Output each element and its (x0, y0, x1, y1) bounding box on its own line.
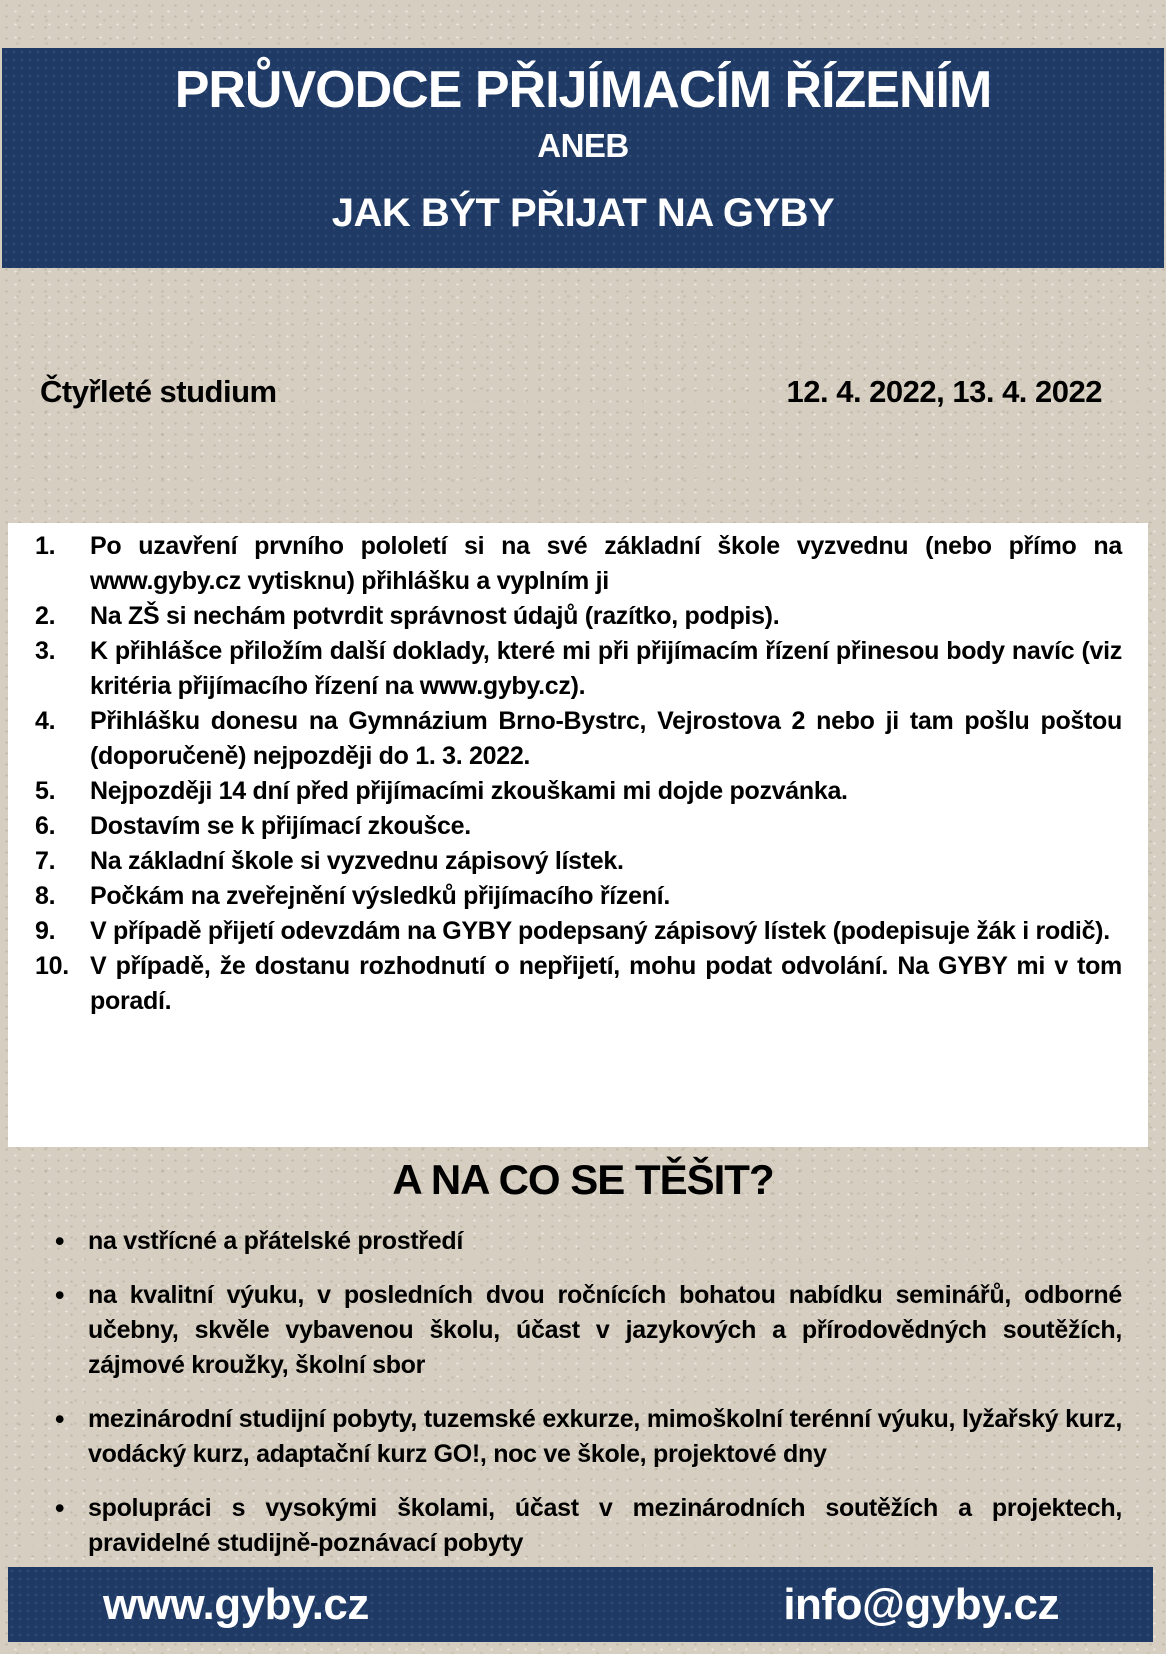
perks-list (0, 1224, 1166, 1580)
footer-band (8, 1567, 1153, 1642)
header-subtitle-main: JAK BÝT PŘIJAT NA GYBY (331, 191, 835, 235)
step-item-9: V případě přijetí odevzdám na GYBY podepsaný zápisový lístek (podepisuje žák i rodič). (90, 917, 1110, 945)
perk-item-1: • na vstřícné a přátelské prostředí (0, 1224, 1166, 1259)
page-title: PRŮVODCE PŘIJÍMACÍM ŘÍZENÍM (174, 61, 992, 119)
footer-email: info@gyby.cz (783, 1579, 1059, 1629)
perk-item-4: • spolupráci s vysokými školami, účast v mezinárodních soutěžích a projektech, pravidelné studijně-poznávací pobyty (0, 1491, 1166, 1561)
step-item-7: Na základní škole si vyzvednu zápisový lístek. (90, 847, 624, 875)
step-item-2: Na ZŠ si nechám potvrdit správnost údajů (razítko, podpis). (90, 602, 780, 630)
perk-item-2: • na kvalitní výuku, v posledních dvou ročnících bohatou nabídku seminářů, odborné učebny, skvěle vybavenou školu, účast v jazykových a přírodovědných soutěžích, zájmové kroužky, školní sbor (0, 1278, 1166, 1383)
steps-panel (8, 523, 1148, 1147)
step-item-4: Přihlášku donesu na Gymnázium Brno-Bystrc, Vejrostova 2 nebo ji tam pošlu poštou (doporučeně) nejpozději do 1. 3. 2022. (90, 707, 1122, 770)
step-item-6: Dostavím se k přijímací zkoušce. (90, 812, 471, 840)
info-row (40, 374, 1102, 410)
step-item-3: K přihlášce přiložím další doklady, které mi při přijímacím řízení přinesou body navíc (viz kritéria přijímacího řízení na www.gyby.cz). (90, 637, 1122, 700)
steps-list (8, 529, 1148, 1019)
header-subtitle-aneb: ANEB (537, 127, 629, 164)
step-item-5: Nejpozději 14 dní před přijímacími zkouškami mi dojde pozvánka. (90, 777, 848, 805)
study-type-label: Čtyřleté studium (40, 374, 277, 409)
step-item-10: V případě, že dostanu rozhodnutí o nepřijetí, mohu podat odvolání. Na GYBY mi v tom poradí. (90, 952, 1122, 1015)
footer-website: www.gyby.cz (103, 1579, 369, 1629)
exam-dates: 12. 4. 2022, 13. 4. 2022 (786, 374, 1102, 409)
section-heading: A NA CO SE TĚŠIT? (392, 1156, 774, 1203)
perk-item-3: • mezinárodní studijní pobyty, tuzemské exkurze, mimoškolní terénní výuku, lyžařský kurz, vodácký kurz, adaptační kurz GO!, noc ve škole, projektové dny (0, 1402, 1166, 1472)
step-item-1: Po uzavření prvního pololetí si na své základní škole vyzvednu (nebo přímo na www.gyby.cz vytisknu) přihlášku a vyplním ji (90, 532, 1122, 595)
header-band (2, 48, 1164, 268)
step-item-8: Počkám na zveřejnění výsledků přijímacího řízení. (90, 882, 670, 910)
